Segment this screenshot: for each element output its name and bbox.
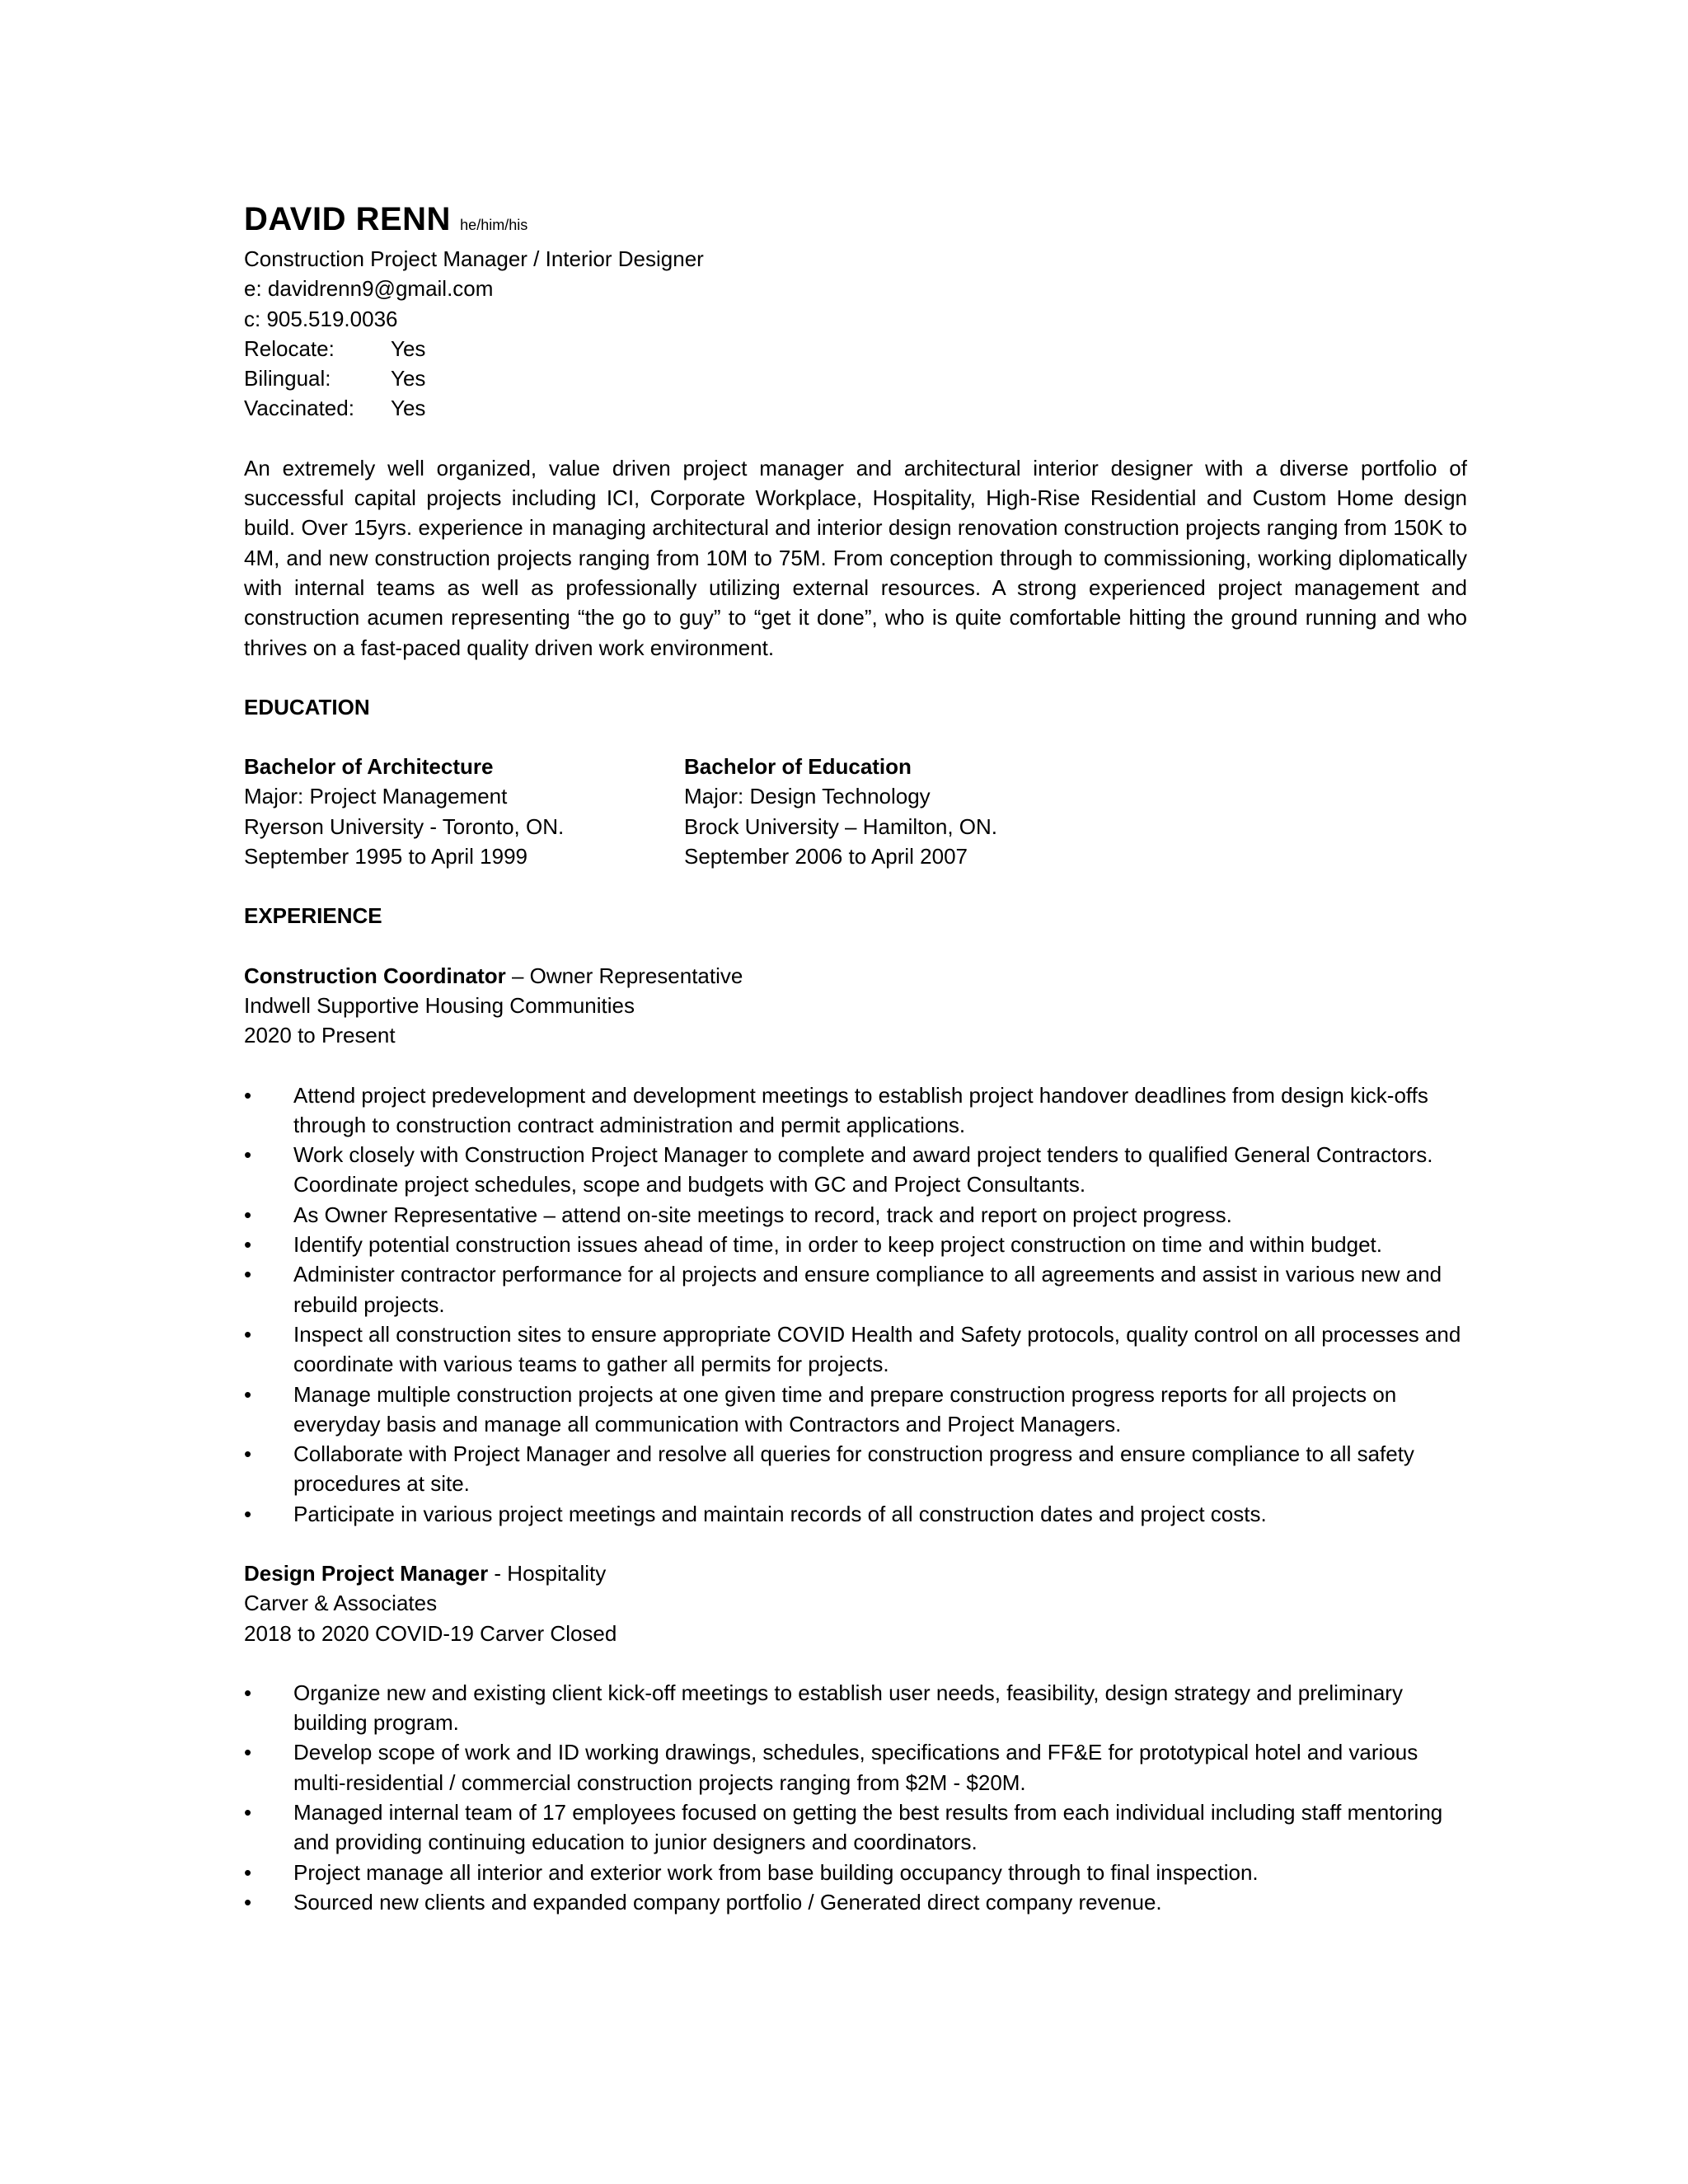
list-item (244, 1797, 1467, 1858)
detail-bilingual (244, 363, 1467, 393)
job-role: Design Project Manager (244, 1560, 489, 1586)
detail-label: Relocate: (244, 335, 335, 361)
job-bullets (244, 1080, 1467, 1529)
list-item (244, 1259, 1467, 1319)
job-company: Carver & Associates (244, 1591, 438, 1616)
bullet-icon: • (244, 1082, 252, 1108)
bullet-icon: • (244, 1441, 252, 1467)
job-title: Construction Project Manager / Interior Designer (244, 246, 704, 271)
list-item (244, 1140, 1467, 1169)
name-line (244, 194, 1467, 244)
detail-value: Yes (391, 335, 426, 361)
job-role-line (244, 961, 1467, 991)
job-role: Construction Coordinator (244, 963, 506, 988)
bullet-text: Administer contractor performance for al projects and ensure compliance to all agreements and assist in various new and rebuild projects. (293, 1262, 1442, 1317)
detail-vaccinated (244, 393, 1467, 423)
list-item (244, 1169, 1467, 1199)
list-item (244, 1858, 1467, 1887)
bullet-icon: • (244, 1800, 252, 1825)
list-item (244, 1737, 1467, 1797)
job-role-suffix: - Hospitality (488, 1560, 607, 1586)
bullet-icon: • (244, 1740, 252, 1765)
email[interactable]: e: davidrenn9@gmail.com (244, 276, 494, 302)
list-item (244, 1230, 1467, 1259)
bullet-text: Managed internal team of 17 employees focused on getting the best results from each individual including staff mentoring and providing continuing education to junior designers and coordinators. (293, 1800, 1443, 1855)
detail-value: Yes (391, 366, 426, 391)
job-dates: 2020 to Present (244, 1023, 396, 1048)
education-heading: EDUCATION (244, 694, 370, 719)
job-entry (244, 1558, 1467, 1917)
list-item (244, 1319, 1467, 1380)
bullet-icon: • (244, 1680, 252, 1705)
bullet-text: Attend project predevelopment and development meetings to establish project handover deadlines from design kick-offs through to construction contract administration and permit applications. (293, 1082, 1428, 1137)
summary-paragraph: An extremely well organized, value driven project manager and architectural interior designer with a diverse portfolio of successful capital projects including ICI, Corporate Workplace, Hospitality, High-Rise Residential and Custom Home design build. Over 15yrs. experience in managing architectural and interior design renovation construction projects ranging from 150K to 4M, and new construction projects ranging from 10M to 75M. From conception through to commissioning, working diplomatically with internal teams as well as professionally utilizing external resources. A strong experienced project management and construction acumen representing “the go to guy” to “get it done”, who is quite comfortable hitting the ground running and who thrives on a fast-paced quality driven work environment. (244, 455, 1467, 660)
job-entry (244, 961, 1467, 1529)
degree-dates: September 1995 to April 1999 (244, 844, 528, 869)
detail-label: Bilingual: (244, 366, 331, 391)
candidate-name: DAVID RENN (244, 201, 451, 237)
list-item (244, 1200, 1467, 1230)
bullet-text: Participate in various project meetings and maintain records of all construction dates and project costs. (293, 1501, 1267, 1526)
detail-relocate (244, 334, 1467, 363)
detail-label: Vaccinated: (244, 396, 354, 421)
list-item (244, 1887, 1467, 1917)
bullet-text: Coordinate project schedules, scope and budgets with GC and Project Consultants. (293, 1172, 1086, 1197)
bullet-text: Inspect all construction sites to ensure appropriate COVID Health and Safety protocols, quality control on all processes and coordinate with various teams to gather all permits for projects. (293, 1321, 1461, 1377)
bullet-text: Organize new and existing client kick-off meetings to establish user needs, feasibility, design strategy and preliminary building program. (293, 1680, 1403, 1736)
list-item (244, 1499, 1467, 1529)
bullet-icon: • (244, 1381, 252, 1407)
bullet-icon: • (244, 1321, 252, 1347)
detail-value: Yes (391, 396, 426, 421)
degree-major: Major: Project Management (244, 784, 508, 809)
bullet-icon: • (244, 1262, 252, 1287)
job-dates: 2018 to 2020 COVID-19 Carver Closed (244, 1620, 617, 1646)
bullet-text: Identify potential construction issues ahead of time, in order to keep project construction on time and within budget. (293, 1232, 1382, 1258)
education-entry (244, 752, 684, 871)
pronouns: he/him/his (460, 217, 528, 233)
bullet-icon: • (244, 1202, 252, 1227)
experience-heading: EXPERIENCE (244, 903, 382, 929)
list-item (244, 1080, 1467, 1141)
phone: c: 905.519.0036 (244, 306, 398, 331)
bullet-icon: • (244, 1232, 252, 1258)
list-item (244, 1380, 1467, 1440)
bullet-text: Project manage all interior and exterior work from base building occupancy through to final inspection. (293, 1859, 1259, 1885)
job-company: Indwell Supportive Housing Communities (244, 992, 635, 1018)
bullet-icon: • (244, 1142, 252, 1168)
degree-dates: September 2006 to April 2007 (684, 844, 968, 869)
job-bullets (244, 1678, 1467, 1917)
degree-title: Bachelor of Education (684, 754, 912, 780)
bullet-text: Work closely with Construction Project Manager to complete and award project tenders to qualified General Contractors. (293, 1142, 1433, 1168)
education-entry (684, 752, 1179, 871)
bullet-icon: • (244, 1859, 252, 1885)
education-grid (244, 752, 1467, 871)
degree-major: Major: Design Technology (684, 784, 931, 809)
bullet-text: Collaborate with Project Manager and resolve all queries for construction progress and ensure compliance to all safety procedures at site. (293, 1441, 1414, 1497)
degree-school: Ryerson University - Toronto, ON. (244, 813, 565, 839)
bullet-text: Sourced new clients and expanded company portfolio / Generated direct company revenue. (293, 1889, 1162, 1915)
resume-page (244, 194, 1467, 1917)
bullet-text: As Owner Representative – attend on-site meetings to record, track and report on project progress. (293, 1202, 1232, 1227)
list-item (244, 1439, 1467, 1499)
list-item (244, 1678, 1467, 1738)
bullet-text: Develop scope of work and ID working drawings, schedules, specifications and FF&E for prototypical hotel and various multi-residential / commercial construction projects ranging from $2M - $20M. (293, 1740, 1418, 1795)
degree-school: Brock University – Hamilton, ON. (684, 813, 997, 839)
job-role-line (244, 1558, 1467, 1588)
bullet-text: Manage multiple construction projects at one given time and prepare construction progress reports for all projects on everyday basis and manage all communication with Contractors and Project Managers. (293, 1381, 1397, 1436)
job-role-suffix: – Owner Representative (505, 963, 743, 988)
degree-title: Bachelor of Architecture (244, 754, 494, 780)
bullet-icon: • (244, 1889, 252, 1915)
bullet-icon: • (244, 1501, 252, 1526)
